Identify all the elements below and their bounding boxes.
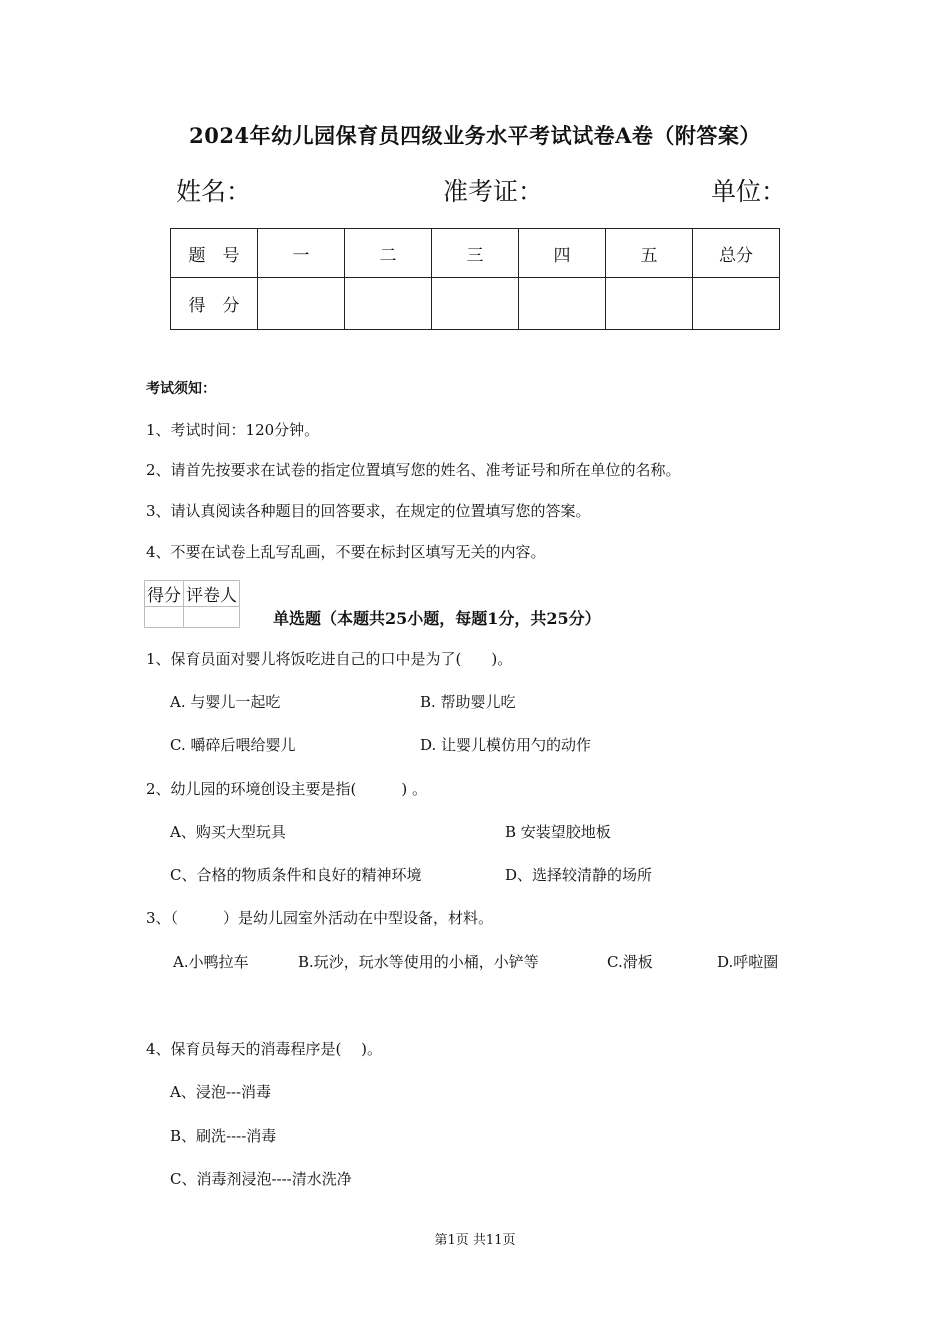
score-row-label: 得 分 (171, 278, 258, 330)
page-title: 2024年幼儿园保育员四级业务水平考试试卷A卷（附答案） (189, 123, 761, 148)
question-option: C、消毒剂浸泡----清水洗净 (170, 1170, 352, 1188)
grader-table (144, 580, 240, 628)
score-table (170, 228, 780, 330)
question-option: D. 让婴儿模仿用勺的动作 (420, 736, 592, 754)
question-option: A、购买大型玩具 (170, 823, 286, 841)
question-option: B.玩沙，玩水等使用的小桶，小铲等 (298, 953, 539, 971)
notice-item: 1、考试时间：120分钟。 (146, 421, 320, 439)
score-header-cell: 五 (606, 229, 693, 278)
score-table-header-row (171, 229, 780, 278)
question-option: D.呼啦圈 (717, 953, 779, 971)
score-cell[interactable] (432, 278, 519, 330)
page-footer: 第1页 共11页 (434, 1233, 516, 1248)
score-header-cell: 题 号 (171, 229, 258, 278)
score-header-cell: 三 (432, 229, 519, 278)
score-header-cell: 一 (258, 229, 345, 278)
score-header-cell: 总分 (693, 229, 780, 278)
score-header-cell: 二 (345, 229, 432, 278)
question-option: B. 帮助婴儿吃 (420, 693, 516, 711)
question-option: B、刷洗----消毒 (170, 1127, 277, 1145)
notice-title: 考试须知： (146, 381, 216, 397)
question-option: C.滑板 (607, 953, 653, 971)
grader-reviewer-label: 评卷人 (184, 581, 240, 607)
score-header-cell: 四 (519, 229, 606, 278)
score-table-score-row (171, 278, 780, 330)
grader-score-label: 得分 (145, 581, 184, 607)
question-stem: 1、保育员面对婴儿将饭吃进自己的口中是为了( )。 (146, 650, 513, 668)
score-cell[interactable] (693, 278, 780, 330)
question-option: C、合格的物质条件和良好的精神环境 (170, 866, 422, 884)
question-option: B 安装望胶地板 (505, 823, 611, 841)
question-stem: 4、保育员每天的消毒程序是( )。 (146, 1040, 383, 1058)
name-field-label: 姓名： (176, 177, 252, 206)
notice-item: 2、请首先按要求在试卷的指定位置填写您的姓名、准考证号和所在单位的名称。 (146, 461, 681, 479)
unit-field-label: 单位： (711, 177, 787, 206)
question-option: A. 与婴儿一起吃 (170, 693, 281, 711)
question-option: A、浸泡---消毒 (170, 1083, 272, 1101)
grader-reviewer-cell[interactable] (184, 607, 240, 628)
notice-item: 3、请认真阅读各种题目的回答要求，在规定的位置填写您的答案。 (146, 502, 591, 520)
score-cell[interactable] (519, 278, 606, 330)
exam-id-field-label: 准考证： (443, 177, 544, 206)
grader-score-cell[interactable] (145, 607, 184, 628)
score-cell[interactable] (345, 278, 432, 330)
question-stem: 3、（ ）是幼儿园室外活动在中型设备，材料。 (146, 909, 494, 927)
question-option: D、选择较清静的场所 (505, 866, 653, 884)
score-cell[interactable] (606, 278, 693, 330)
question-option: C. 嚼碎后喂给婴儿 (170, 736, 296, 754)
section-title: 单选题（本题共25小题，每题1分，共25分） (273, 609, 601, 628)
score-cell[interactable] (258, 278, 345, 330)
notice-item: 4、不要在试卷上乱写乱画，不要在标封区填写无关的内容。 (146, 543, 546, 561)
question-option: A.小鸭拉车 (173, 953, 249, 971)
question-stem: 2、幼儿园的环境创设主要是指( ) 。 (146, 780, 428, 798)
